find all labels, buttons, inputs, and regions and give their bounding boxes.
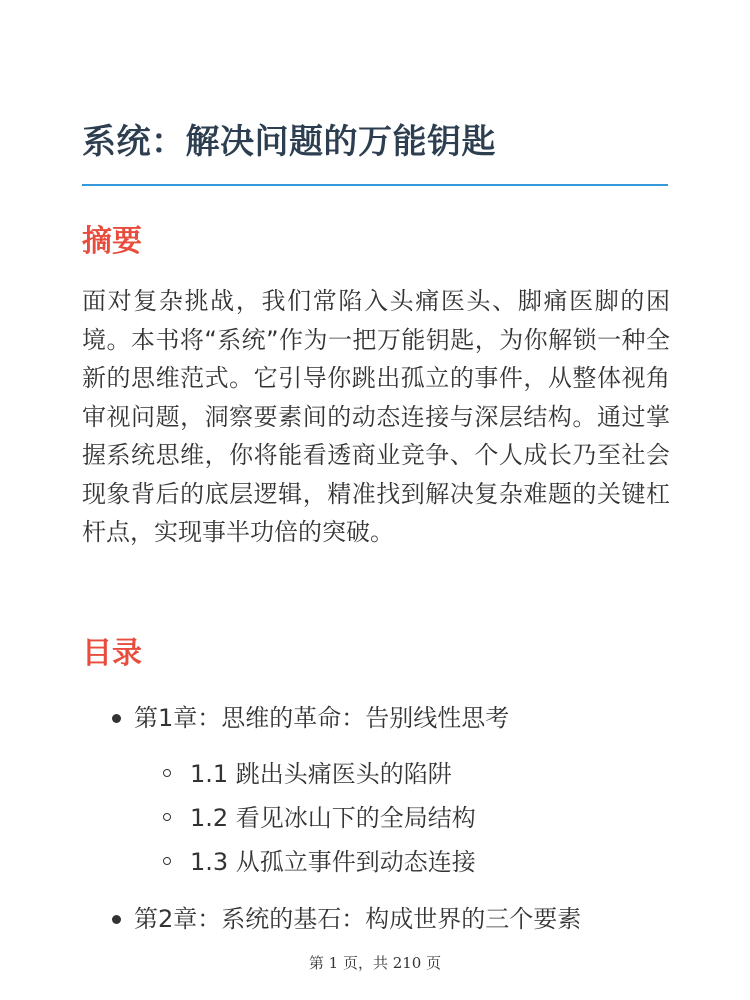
toc-section-1-1[interactable]	[190, 758, 452, 790]
bullet-icon	[112, 714, 121, 723]
abstract-heading: 摘要	[82, 224, 142, 259]
toc-section-1-3[interactable]	[190, 846, 476, 878]
page-footer: 第 1 页，共 210 页	[308, 954, 442, 972]
abstract-paragraph: 面对复杂挑战，我们常陷入头痛医头、脚痛医脚的困境。本书将“系统”作为一把万能钥匙，为你解锁一种全新的思维范式。它引导你跳出孤立的事件，从整体视角审视问题，洞察要素间的动态连接与深层结构。通过掌握系统思维，你将能看透商业竞争、个人成长乃至社会现象背后的底层逻辑，精准找到解决复杂难题的关键杠杆点，实现事半功倍的突破。	[82, 287, 670, 546]
document-title: 系统：解决问题的万能钥匙	[82, 122, 496, 162]
title-divider	[82, 184, 668, 186]
toc-section-1-3-label: 1.3 从孤立事件到动态连接	[190, 848, 476, 876]
bullet-icon	[112, 915, 121, 924]
toc-chapter-1-label: 第1章：思维的革命：告别线性思考	[134, 704, 510, 732]
circle-bullet-icon	[163, 769, 171, 777]
toc-section-1-2[interactable]	[190, 802, 476, 834]
circle-bullet-icon	[163, 857, 171, 865]
toc-section-1-1-label: 1.1 跳出头痛医头的陷阱	[190, 760, 452, 788]
toc-chapter-1[interactable]	[134, 702, 509, 734]
toc-heading: 目录	[82, 636, 142, 671]
toc-section-1-2-label: 1.2 看见冰山下的全局结构	[190, 804, 476, 832]
circle-bullet-icon	[163, 813, 171, 821]
toc-chapter-2[interactable]	[134, 903, 581, 935]
toc-chapter-2-label: 第2章：系统的基石：构成世界的三个要素	[134, 905, 582, 933]
